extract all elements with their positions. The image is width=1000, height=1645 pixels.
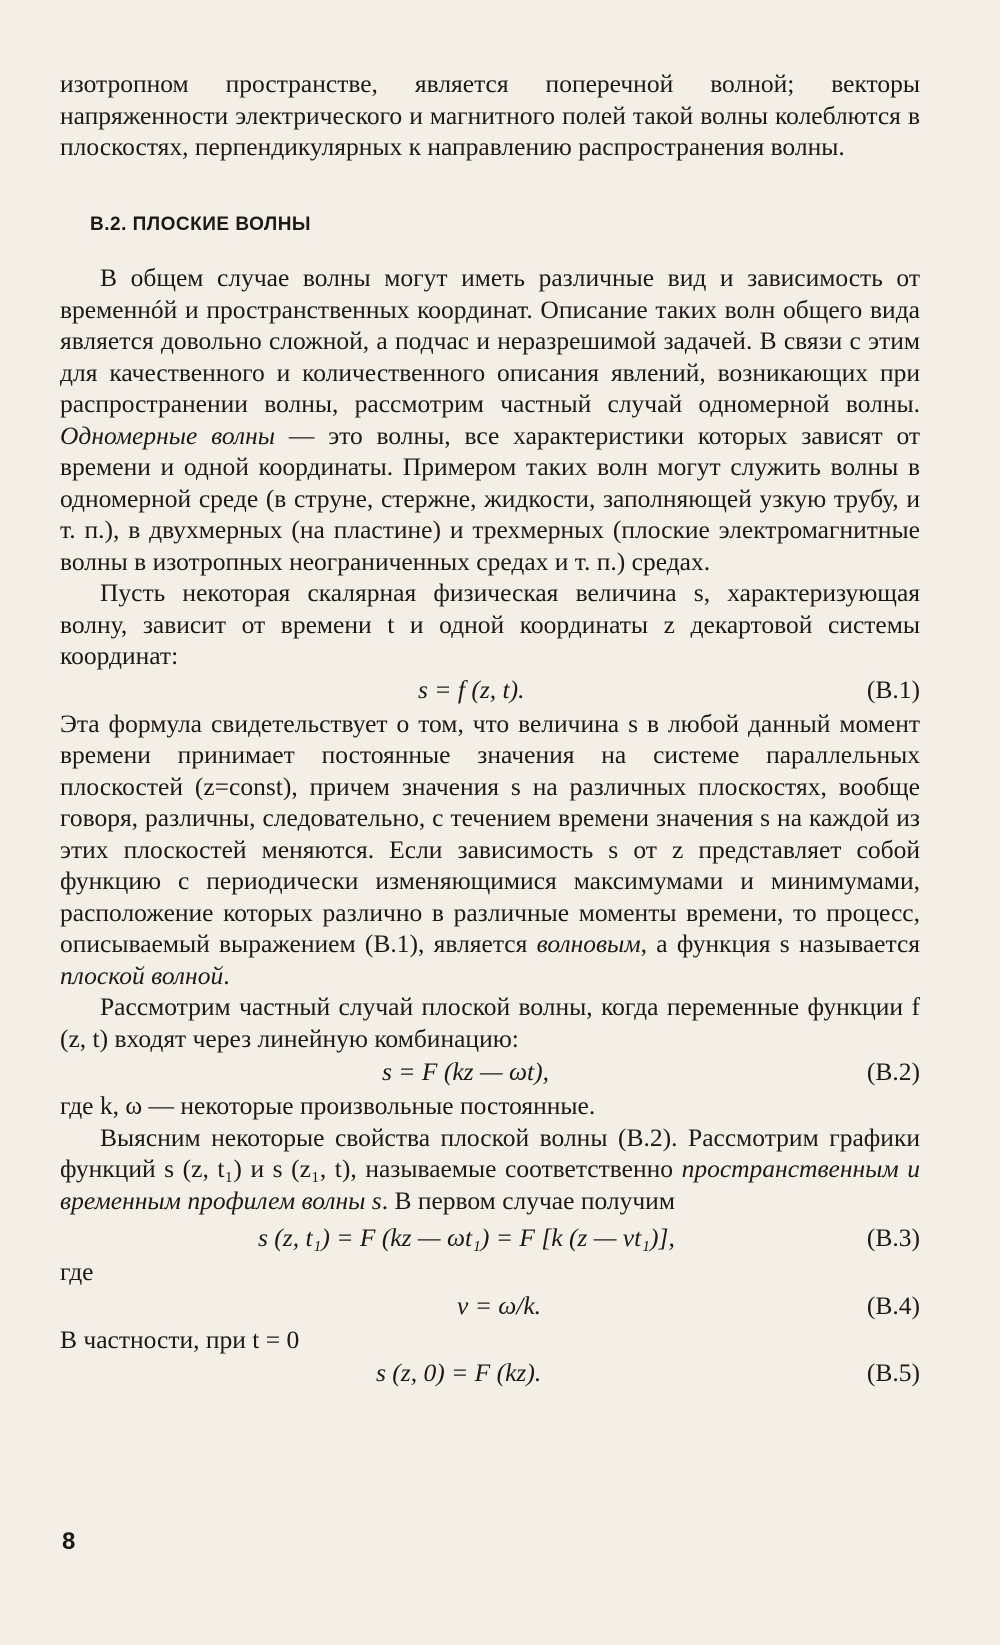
equation-b1-formula: s = f (z, t). xyxy=(418,674,525,704)
paragraph-4: Рассмотрим частный случай плоской волны, когда переменные функции f (z, t) входят через линейную комбинацию: xyxy=(60,992,920,1053)
equation-b3-number: (В.3) xyxy=(866,1223,920,1252)
equation-b2-number: (В.2) xyxy=(866,1057,920,1086)
paragraph-7: В частности, при t = 0 xyxy=(60,1324,300,1354)
equation-b5-number: (В.5) xyxy=(866,1358,920,1387)
equation-b2 xyxy=(60,1054,920,1090)
page-number: 8 xyxy=(62,1528,76,1555)
page-content xyxy=(60,68,920,1391)
term-profiles: пространственным и временным профилем волны s xyxy=(60,1154,920,1215)
equation-b4 xyxy=(60,1288,920,1324)
paragraph-6-text-b: . В первом случае получим xyxy=(381,1185,675,1215)
equation-b3 xyxy=(60,1220,920,1256)
paragraph-3-text-c: . xyxy=(223,960,230,990)
paragraph-3-text-b: , а функция s называется xyxy=(640,929,920,958)
paragraph-1-text-b: — это волны, все характеристики которых зависят от времени и одной координаты. Примером таких волн могут служить волны в одномерной среде (в струне, стержне, жидкости, заполняющей узкую трубу, и т. п.), в двухмерных (на пластине) и трехмерных (плоские электромагнитные волны в изотропных неограниченных средах и т. п.) средах. xyxy=(60,420,920,576)
equation-b1 xyxy=(60,672,920,708)
where-label: где xyxy=(60,1257,94,1286)
equation-b2-formula: s = F (kz — ωt), xyxy=(382,1057,549,1086)
term-plane-wave: плоской волной xyxy=(60,960,224,990)
equation-b4-number: (В.4) xyxy=(866,1290,920,1320)
paragraph-2: Пусть некоторая скалярная физическая величина s, характеризующая волну, зависит от времени t и одной координаты z декартовой системы координат: xyxy=(60,578,920,670)
equation-b5-formula: s (z, 0) = F (kz). xyxy=(376,1358,542,1387)
paragraph-6-text-a: Выясним некоторые свойства плоской волны (В.2). Рассмотрим графики функций s (z, t₁) и s (z₁, t), называемые соответственно xyxy=(60,1122,920,1183)
paragraph-3 xyxy=(60,708,920,992)
term-one-dimensional-waves: Одномерные волны xyxy=(60,420,276,450)
term-wave: волновым xyxy=(536,929,641,958)
intro-paragraph: изотропном пространстве, является поперечной волной; векторы напряженности электрического и магнитного полей такой волны колеблются в плоскостях, перпендикулярных к направлению распространения волны. xyxy=(60,69,920,161)
section-title: В.2. ПЛОСКИЕ ВОЛНЫ xyxy=(90,213,312,235)
paragraph-1 xyxy=(60,262,920,577)
equation-b4-formula: v = ω/k. xyxy=(457,1290,542,1320)
paragraph-6 xyxy=(60,1122,920,1217)
equation-b5 xyxy=(60,1355,920,1391)
equation-b3-formula: s (z, t₁) = F (kz — ωt₁) = F [k (z — vt₁)], xyxy=(258,1223,675,1252)
paragraph-5: где k, ω — некоторые произвольные постоянные. xyxy=(60,1091,596,1120)
equation-b1-number: (В.1) xyxy=(866,674,920,704)
paragraph-3-text-a: Эта формула свидетельствует о том, что величина s в любой данный момент времени принимает постоянные значения на системе параллельных плоскостей (z=const), причем значения s на различных плоскостях, вообще говоря, различны, следовательно, с течением времени значения s на каждой из этих плоскостей меняются. Если зависимость s от z представляет собой функцию с периодически изменяющимися максимумами и минимумами, расположение которых различно в различные моменты времени, то процесс, описываемый выражением (В.1), является xyxy=(60,708,920,958)
paragraph-1-text-a: В общем случае волны могут иметь различные вид и зависимость от временнóй и пространственных координат. Описание таких волн общего вида является довольно сложной, а подчас и неразрешимой задачей. В связи с этим для качественного и количественного описания явлений, возникающих при распространении волны, рассмотрим частный случай одномерной волны. xyxy=(60,263,920,418)
